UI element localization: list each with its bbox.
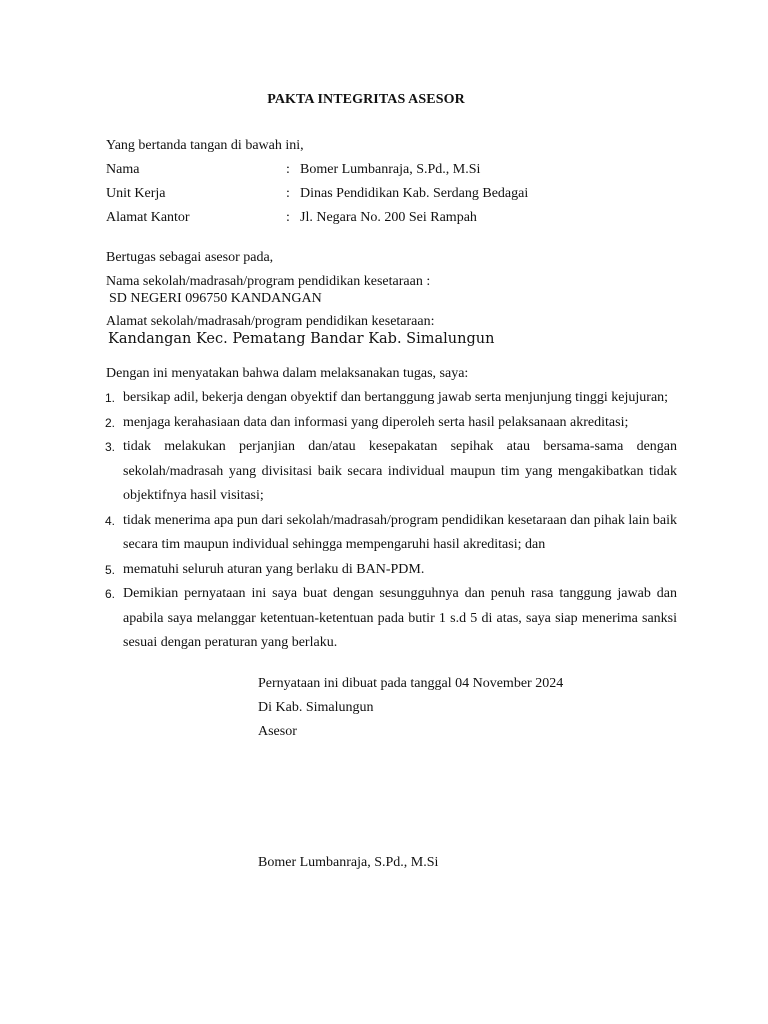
list-item: [106, 411, 677, 436]
intro-text: Yang bertanda tangan di bawah ini,: [106, 138, 304, 153]
duty-intro: Bertugas sebagai asesor pada,: [106, 250, 274, 265]
field-value: Jl. Negara No. 200 Sei Rampah: [300, 210, 477, 225]
list-item: [106, 509, 677, 558]
school-value: SD NEGERI 096750 KANDANGAN: [109, 291, 322, 306]
signature-name: Bomer Lumbanraja, S.Pd., M.Si: [258, 855, 439, 870]
signature-role: Asesor: [258, 724, 297, 739]
signature-date-line: Pernyataan ini dibuat pada tanggal 04 November 2024: [258, 676, 564, 691]
list-item: [106, 435, 677, 509]
field-label: Nama: [106, 162, 140, 177]
list-number: 3.: [105, 440, 116, 454]
list-number: 6.: [105, 587, 116, 601]
commitment-list: [106, 386, 677, 656]
address-value: Kandangan Kec. Pematang Bandar Kab. Simalungun: [108, 331, 495, 347]
list-text: bersikap adil, bekerja dengan obyektif dan bertanggung jawab serta menjunjung tinggi kejujuran;: [123, 390, 669, 405]
field-value: Dinas Pendidikan Kab. Serdang Bedagai: [300, 186, 529, 201]
list-number: 4.: [105, 513, 116, 528]
list-text: tidak menerima apa pun dari sekolah/madrasah/program pendidikan kesetaraan dan pihak lain baik secara tim maupun individual sehingga mempengaruhi hasil akreditasi; dan: [123, 512, 677, 552]
list-number: 2.: [105, 415, 116, 430]
list-text: Demikian pernyataan ini saya buat dengan sesungguhnya dan penuh rasa tanggung jawab dan apabila saya melanggar ketentuan-ketentuan pada butir 1 s.d 5 di atas, saya siap menerima sanksi sesuai dengan peraturan yang berlaku.: [123, 586, 677, 650]
list-item: [106, 558, 677, 583]
field-colon: :: [286, 186, 290, 201]
list-text: tidak melakukan perjanjian dan/atau kesepakatan sepihak atau bersama-sama dengan sekolah/madrasah yang divisitasi baik secara individual maupun tim yang mengakibatkan tidak objektifnya hasil visitasi;: [123, 439, 677, 503]
school-label: Nama sekolah/madrasah/program pendidikan kesetaraan :: [106, 274, 431, 289]
list-item: [106, 386, 677, 411]
address-label: Alamat sekolah/madrasah/program pendidikan kesetaraan:: [106, 314, 435, 329]
list-text: mematuhi seluruh aturan yang berlaku di BAN-PDM.: [123, 561, 425, 577]
list-item: [106, 582, 677, 656]
field-colon: :: [286, 162, 290, 177]
field-value: Bomer Lumbanraja, S.Pd., M.Si: [300, 162, 481, 177]
field-colon: :: [286, 210, 290, 225]
document-title: PAKTA INTEGRITAS ASESOR: [267, 92, 465, 107]
list-text: menjaga kerahasiaan data dan informasi yang diperoleh serta hasil pelaksanaan akreditasi;: [123, 414, 629, 430]
list-number: 5.: [105, 562, 116, 577]
field-label: Unit Kerja: [106, 186, 166, 201]
field-label: Alamat Kantor: [106, 210, 190, 225]
signature-place-line: Di Kab. Simalungun: [258, 700, 374, 715]
statement-intro: Dengan ini menyatakan bahwa dalam melaksanakan tugas, saya:: [106, 366, 469, 381]
list-number: 1.: [105, 391, 116, 405]
